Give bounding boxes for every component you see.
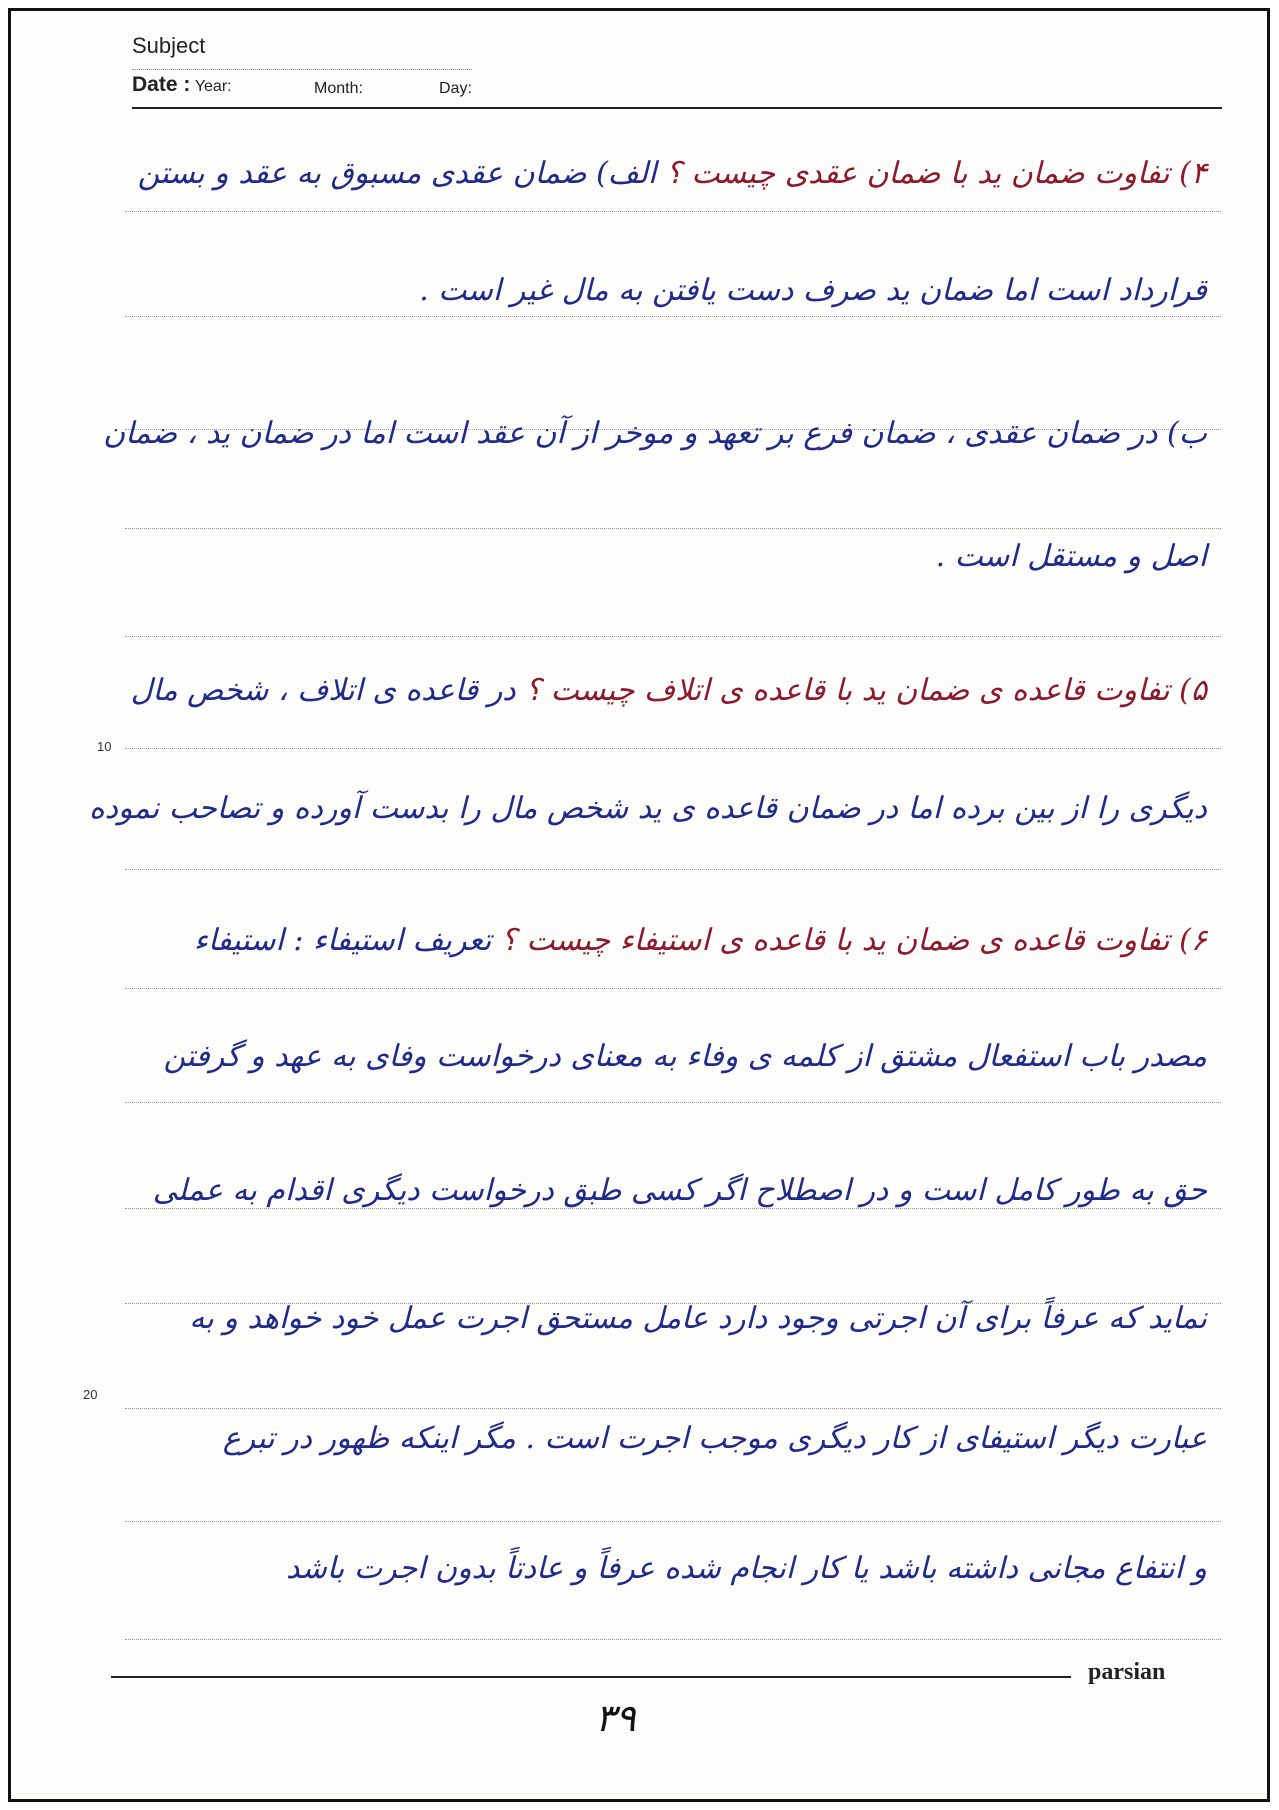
ruled-line — [125, 988, 1221, 989]
answer-text: دیگری را از بین برده اما در ضمان قاعده ی ید شخص مال را بدست آورده و تصاحب نموده — [88, 791, 1207, 826]
margin-number-10: 10 — [97, 739, 112, 754]
ruled-line — [125, 211, 1221, 212]
handwritten-line-1 — [138, 156, 1207, 191]
answer-text: الف) ضمان عقدی مسبوق به عقد و بستن — [137, 156, 657, 191]
year-label: Year: — [194, 78, 232, 95]
handwritten-line-8 — [163, 1039, 1207, 1074]
ruled-line — [125, 869, 1221, 870]
handwritten-line-11 — [223, 1421, 1207, 1456]
answer-text: نماید که عرفاً برای آن اجرتی وجود دارد عامل مستحق اجرت عمل خود خواهد و به — [189, 1301, 1207, 1336]
handwritten-line-12 — [286, 1551, 1207, 1586]
answer-text: عبارت دیگر استیفای از کار دیگری موجب اجرت است . مگر اینکه ظهور در تبرع — [222, 1421, 1207, 1456]
handwritten-line-4 — [936, 539, 1207, 574]
ruled-line — [125, 636, 1221, 637]
answer-text: در قاعده ی اتلاف ، شخص مال — [130, 673, 516, 708]
ruled-line — [125, 316, 1221, 317]
header-rule — [132, 107, 1222, 109]
margin-number-20: 20 — [83, 1387, 98, 1402]
handwritten-line-6 — [89, 791, 1207, 826]
handwritten-line-10 — [189, 1301, 1207, 1336]
ruled-line — [125, 748, 1221, 749]
subject-label: Subject — [132, 33, 206, 58]
brand-label: parsian — [1088, 1659, 1166, 1685]
notebook-page — [8, 8, 1270, 1802]
handwritten-line-2 — [419, 273, 1207, 308]
handwritten-line-9 — [153, 1173, 1207, 1208]
ruled-line — [125, 1521, 1221, 1522]
footer-rule — [111, 1676, 1071, 1678]
question-text: ۶) تفاوت قاعده ی ضمان ید با قاعده ی استیفاء چیست ؟ — [500, 923, 1207, 958]
answer-text: و انتفاع مجانی داشته باشد یا کار انجام شده عرفاً و عادتاً بدون اجرت باشد — [286, 1551, 1207, 1586]
ruled-line — [125, 1408, 1221, 1409]
date-label: Date : — [132, 73, 191, 96]
question-text: ۵) تفاوت قاعده ی ضمان ید با قاعده ی اتلاف چیست ؟ — [525, 673, 1207, 708]
answer-text: مصدر باب استفعال مشتق از کلمه ی وفاء به معنای درخواست وفای به عهد و گرفتن — [163, 1039, 1207, 1074]
ruled-line — [125, 528, 1221, 529]
handwritten-line-5 — [131, 673, 1207, 708]
ruled-line — [125, 1639, 1221, 1640]
page-number: ۳۹ — [595, 1696, 636, 1740]
ruled-line — [125, 1208, 1221, 1209]
answer-text: اصل و مستقل است . — [935, 539, 1207, 574]
answer-text: قرارداد است اما ضمان ید صرف دست یافتن به مال غیر است . — [419, 273, 1207, 308]
question-text: ۴) تفاوت ضمان ید با ضمان عقدی چیست ؟ — [665, 156, 1207, 191]
ruled-line — [125, 1102, 1221, 1103]
day-label: Day: — [439, 80, 472, 97]
month-label: Month: — [314, 80, 363, 97]
handwritten-line-7 — [194, 923, 1207, 958]
answer-text: تعریف استیفاء : استیفاء — [193, 923, 492, 958]
handwritten-line-3 — [103, 416, 1207, 451]
answer-text: حق به طور کامل است و در اصطلاح اگر کسی طبق درخواست دیگری اقدام به عملی — [152, 1173, 1207, 1208]
date-row — [132, 73, 472, 97]
answer-text: ب) در ضمان عقدی ، ضمان فرع بر تعهد و موخر از آن عقد است اما در ضمان ید ، ضمان — [103, 416, 1207, 451]
subject-line — [132, 69, 472, 70]
